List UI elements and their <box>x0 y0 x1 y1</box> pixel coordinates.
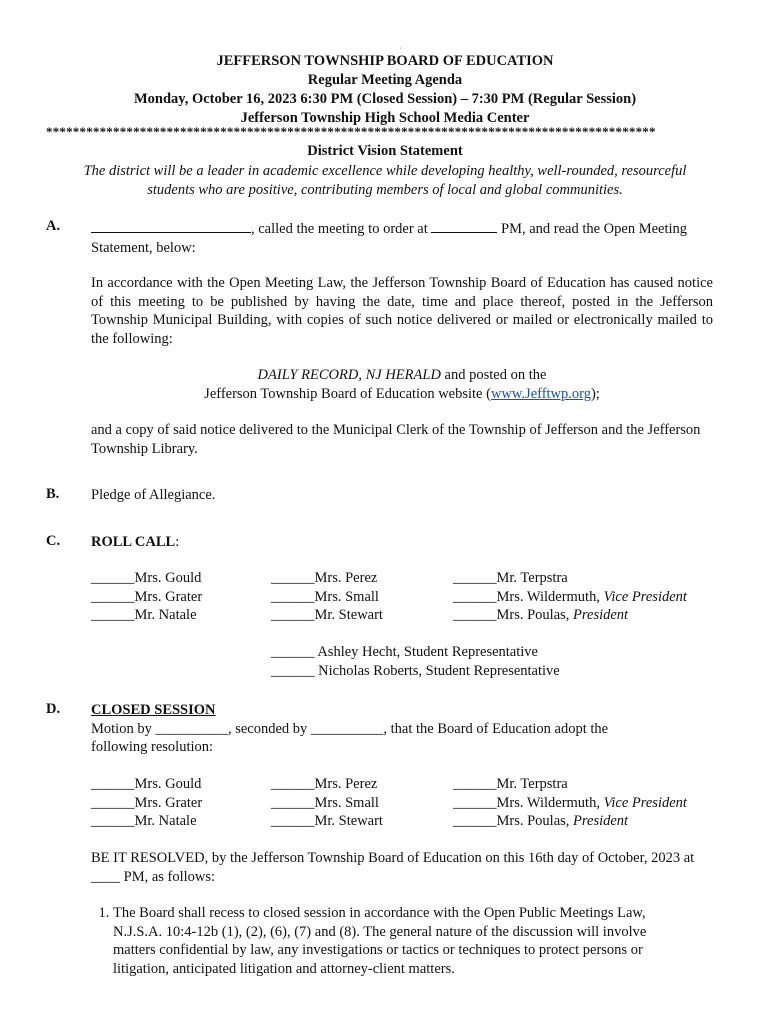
roll-call-member: ______Mrs. Wildermuth, Vice President <box>453 588 687 605</box>
roll-call-title: ROLL CALL <box>91 534 176 550</box>
roll-call-heading <box>91 533 713 552</box>
posted-text: and posted on the <box>440 367 547 383</box>
section-a-label: A. <box>46 218 61 234</box>
vision-statement: The district will be a leader in academic excellence while developing healthy, well-rounded, resourceful students who are positive, contributing members of local and global communities. <box>83 163 687 198</box>
website-link[interactable]: www.Jefftwp.org <box>490 385 591 402</box>
roll-call-member: ______Mrs. Perez <box>271 570 378 586</box>
roll-call-member: ______Mr. Stewart <box>271 607 383 623</box>
vote-member: ______Mrs. Perez <box>271 776 378 792</box>
roll-call-member: ______Mr. Terpstra <box>453 570 568 586</box>
closed-session-title: CLOSED SESSION <box>91 702 216 718</box>
section-c-label: C. <box>46 533 61 549</box>
section-a-intro <box>91 218 713 257</box>
call-to-order-text: , called the meeting to order at <box>251 221 428 237</box>
presider-blank <box>91 218 251 233</box>
scan-mark: · <box>399 44 402 53</box>
roll-call-column-1 <box>91 569 202 625</box>
website-suffix: ); <box>590 385 600 402</box>
vote-column-1 <box>91 775 202 831</box>
vote-member: ______Mr. Natale <box>91 813 197 829</box>
resolution-item-1: 1. The Board shall recess to closed session in accordance with the Open Public Meetings Law, N.J.S.A. 10:4-12b (1), (2), (6), (7) and (8). The general nature of the discussion will involve matters confidential by law, any investigations or tactics or techniques to protect persons or litigation, anticipated litigation and attorney-client matters. <box>113 904 691 978</box>
website-prefix: Jefferson Township Board of Education website ( <box>204 385 491 402</box>
time-blank <box>431 218 497 233</box>
vote-member: ______Mrs. Small <box>271 794 379 811</box>
roll-call-member: ______Mrs. Poulas, President <box>453 607 629 623</box>
closed-session-block <box>91 701 651 757</box>
meeting-date: Monday, October 16, 2023 6:30 PM (Closed Session) – 7:30 PM (Regular Session) <box>133 91 637 107</box>
vision-title: District Vision Statement <box>307 143 463 159</box>
board-title: JEFFERSON TOWNSHIP BOARD OF EDUCATION <box>216 53 554 69</box>
notice-recipients <box>91 366 713 403</box>
open-meeting-text: PM, and read the Open Meeting <box>501 221 688 237</box>
student-rep: ______ Nicholas Roberts, Student Representative <box>271 662 560 679</box>
vote-member: ______Mrs. Grater <box>91 794 203 811</box>
roll-call-member: ______Mr. Natale <box>91 607 197 623</box>
student-representatives <box>271 643 560 680</box>
pledge-text: Pledge of Allegiance. <box>91 487 216 503</box>
separator-line: ******************************************************************************************* <box>46 124 656 139</box>
vote-member: ______Mrs. Wildermuth, Vice President <box>453 794 687 811</box>
roll-call-colon: : <box>175 534 180 550</box>
student-rep: ______ Ashley Hecht, Student Representative <box>271 644 538 660</box>
section-d-label: D. <box>46 701 61 717</box>
vote-member: ______Mr. Terpstra <box>453 776 568 792</box>
meeting-location: Jefferson Township High School Media Center <box>240 110 530 126</box>
resolution-text: BE IT RESOLVED, by the Jefferson Township Board of Education on this 16th day of October, 2023 at ____ PM, as follows: <box>91 850 695 885</box>
vote-column-3 <box>453 775 687 831</box>
roll-call-column-3 <box>453 569 687 625</box>
section-b-label: B. <box>46 486 60 502</box>
agenda-title: Regular Meeting Agenda <box>307 72 463 88</box>
vote-member: ______Mrs. Poulas, President <box>453 813 629 829</box>
vote-member: ______Mr. Stewart <box>271 813 383 829</box>
resolution-items <box>91 904 691 978</box>
vote-column-2 <box>271 775 383 831</box>
newspaper-names: DAILY RECORD, NJ HERALD <box>257 367 441 383</box>
motion-text: Motion by __________, seconded by __________, that the Board of Education adopt the following resolution: <box>91 720 609 755</box>
open-meeting-statement: In accordance with the Open Meeting Law, the Jefferson Township Board of Education has caused notice of this meeting to be published by having the date, time and place thereof, posted in the Jefferson Township Municipal Building, with copies of such notice delivered or mailed or electronically mailed to the following: <box>91 275 713 347</box>
document-header <box>0 52 770 128</box>
roll-call-member: ______Mrs. Grater <box>91 588 203 605</box>
roll-call-member: ______Mrs. Gould <box>91 570 202 586</box>
roll-call-member: ______Mrs. Small <box>271 588 379 605</box>
vote-member: ______Mrs. Gould <box>91 776 202 792</box>
roll-call-column-2 <box>271 569 383 625</box>
statement-below: Statement, below: <box>91 239 196 256</box>
clerk-notice: and a copy of said notice delivered to the Municipal Clerk of the Township of Jefferson and the Jefferson Township Library. <box>91 422 701 457</box>
